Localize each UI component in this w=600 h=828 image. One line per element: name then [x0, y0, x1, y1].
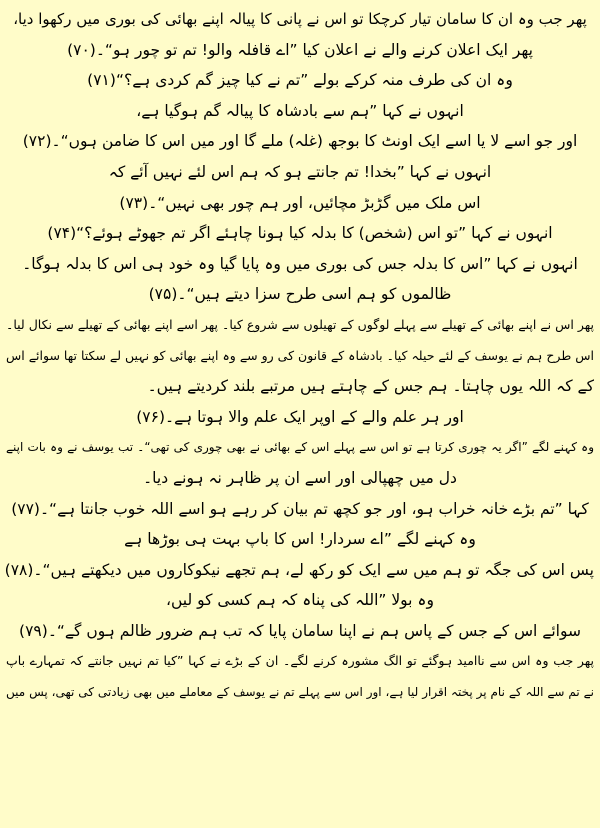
- text-line: پھر اس نے اپنے بھائی کے تھیلے سے پہلے لوگوں کے تھیلوں سے شروع کیا۔ پھر اسے اپنے بھائی کے تھیلے سے نکال لیا۔: [6, 316, 594, 332]
- text-line: دل میں چھپالی اور اسے ان پر ظاہر نہ ہونے دیا۔: [143, 468, 457, 487]
- text-line: کے کہ اللہ یوں چاہتا۔ ہم جس کے چاہتے ہیں مرتبے بلند کردیتے ہیں۔: [147, 377, 594, 396]
- text-line: اور ہر علم والے کے اوپر ایک علم والا ہوتا ہے۔(۷۶): [136, 407, 464, 426]
- text-line: کہا ”تم بڑے خانہ خراب ہو، اور جو کچھ تم بیان کر رہے ہو اسے اللہ خوب جانتا ہے“۔(۷۷): [11, 499, 589, 518]
- text-line: نے تم سے اللہ کے نام پر پختہ اقرار لیا ہے، اور اس سے پہلے تم نے یوسف کے معاملے میں بھی زیادتی کی تھی، پس میں: [6, 685, 594, 700]
- text-line: انہوں نے کہا ”تو اس (شخص) کا بدلہ کیا ہونا چاہئے اگر تم جھوٹے ہوئے؟“(۷۴): [47, 224, 553, 243]
- text-line: اس ملک میں گڑبڑ مچائیں، اور ہم چور بھی نہیں“۔(۷۳): [119, 193, 481, 212]
- text-line: اور جو اسے لا یا اسے ایک اونٹ کا بوجھ (غلہ) ملے گا اور میں اس کا ضامن ہوں“۔(۷۲): [22, 132, 578, 151]
- text-line: پھر ایک اعلان کرنے والے نے اعلان کیا ”اے قافلہ والو! تم تو چور ہو“۔(۷۰): [67, 40, 533, 59]
- text-line: انہوں نے کہا ”بخدا! تم جانتے ہو کہ ہم اس لئے نہیں آئے کہ: [108, 162, 492, 181]
- urdu-text-body: [6, 4, 594, 708]
- text-line: پھر جب وہ اس سے ناامید ہوگئے تو الگ مشورہ کرنے لگے۔ ان کے بڑے نے کہا ”کیا تم نہیں جانتے کہ تمہارے باپ: [6, 653, 594, 669]
- text-line: وہ کہنے لگے ”اگر یہ چوری کرتا ہے تو اس سے پہلے اس کے بھائی نے بھی چوری کی تھی“۔ تب یوسف نے وہ بات اپنے: [6, 440, 594, 455]
- text-line: سوائے اس کے جس کے پاس ہم نے اپنا سامان پایا کہ تب ہم ضرور ظالم ہوں گے“۔(۷۹): [19, 621, 581, 640]
- text-line: وہ کہنے لگے ”اے سردار! اس کا باپ بہت ہی بوڑھا ہے: [124, 530, 476, 549]
- text-line: پھر جب وہ ان کا سامان تیار کرچکا تو اس نے پانی کا پیالہ اپنے بھائی کی بوری میں رکھوا دیا،: [13, 10, 587, 28]
- text-line: انہوں نے کہا ”ہم سے بادشاہ کا پیالہ گم ہوگیا ہے،: [136, 101, 464, 120]
- text-line: وہ بولا ”اللہ کی پناہ کہ ہم کسی کو لیں،: [165, 591, 434, 610]
- text-line: وہ ان کی طرف منہ کرکے بولے ”تم نے کیا چیز گم کردی ہے؟“(۷۱): [87, 71, 513, 90]
- text-line: پس اس کی جگہ تو ہم میں سے ایک کو رکھ لے، ہم تجھے نیکوکاروں میں دیکھتے ہیں“۔(۷۸): [4, 560, 594, 579]
- text-line: ظالموں کو ہم اسی طرح سزا دیتے ہیں“۔(۷۵): [148, 285, 452, 304]
- text-line: اس طرح ہم نے یوسف کے لئے حیلہ کیا۔ بادشاہ کے قانون کی رو سے وہ اپنے بھائی کو نہیں لے سکتا تھا سوائے اس: [6, 347, 594, 363]
- text-line: انہوں نے کہا ”اس کا بدلہ جس کی بوری میں وہ پایا گیا وہ خود ہی اس کا بدلہ ہوگا۔: [22, 254, 578, 273]
